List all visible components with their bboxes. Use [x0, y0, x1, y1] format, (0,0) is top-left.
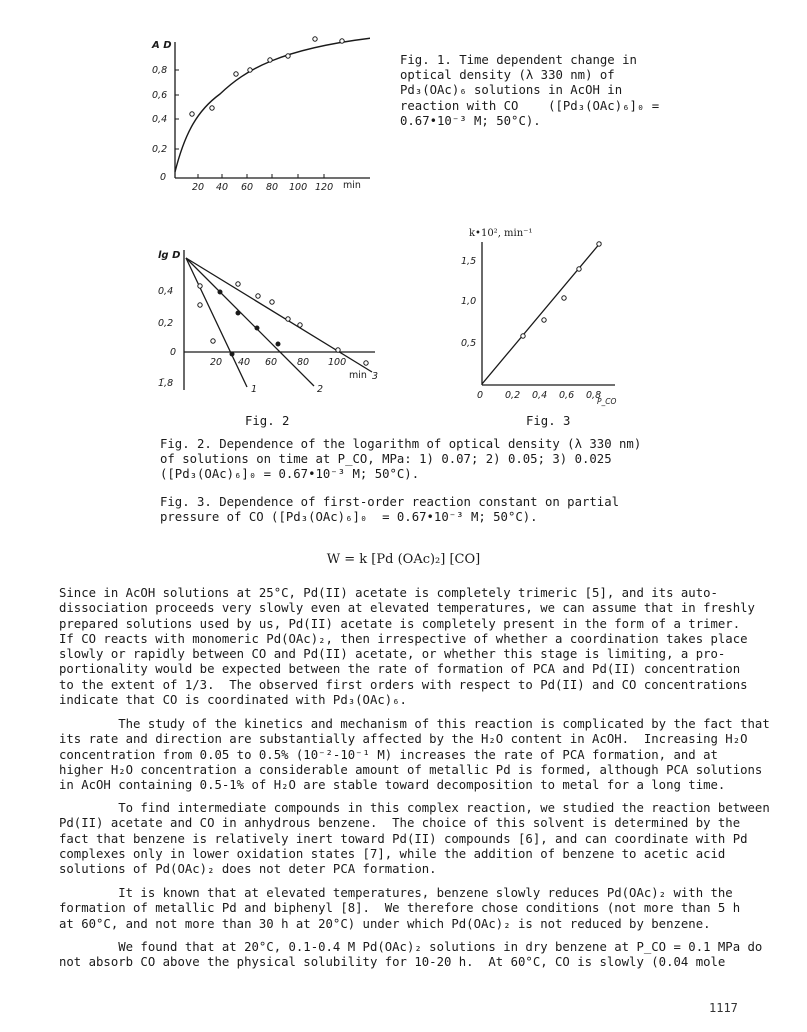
fig2-ytick-label: 0	[170, 347, 177, 358]
fig2-points	[198, 282, 368, 365]
body-paragraph: To find intermediate compounds in this complex reaction, we studied the reaction between Pd(II) acetate and CO in anhydrous benzene. The choice of this solvent is determined by the fact that benzene is relatively inert toward Pd(II) compounds [6], and can coordinate with Pd complexes only in lower oxidation states [7], while the addition of benzene to acetic acid solutions of Pd(OAc)₂ does not deter PCA formation.	[59, 801, 770, 877]
fig3-ytick-label: 0,5	[461, 338, 477, 349]
fig1-ytick-label: 0,2	[152, 144, 168, 155]
body-paragraph: The study of the kinetics and mechanism of this reaction is complicated by the fact that its rate and direction are substantially affected by the H₂O content in AcOH. Increasing H₂O concentration from 0.05 to 0.5% (10⁻²-10⁻¹ M) increases the rate of PCA formation, and at higher H₂O concentration a considerable amount of metallic Pd is formed, although PCA solutions in AcOH containing 0.5-1% of H₂O are stable toward decomposition to metal for a long time.	[59, 717, 770, 793]
fig3-x-unit: P_CO	[597, 397, 617, 406]
fig1-ytick-label: 0	[160, 172, 167, 183]
page-number: 1117	[709, 1001, 738, 1015]
rate-equation: W = k [Pd (OAc)₂] [CO]	[326, 552, 481, 567]
fig1-ytick-label: 0,8	[152, 65, 168, 76]
fig2-line-label: 2	[317, 384, 324, 395]
fig2-y-axis-label: lg D	[158, 250, 181, 261]
fig1-y-axis-label: A D	[152, 40, 172, 51]
fig2-xtick-label: 100	[328, 357, 347, 368]
fig2-xtick-label: 60	[265, 357, 278, 368]
fig3-xtick-label: 0,2	[505, 390, 521, 401]
fig3-xtick-label: 0,8	[586, 390, 602, 401]
fig2-xtick-label: 20	[210, 357, 223, 368]
figure-3-chart	[455, 222, 620, 407]
fig2-ytick-label: 1̄,8	[158, 378, 174, 389]
fig1-xtick-label: 40	[216, 182, 229, 192]
fig1-data-points	[190, 37, 344, 116]
body-paragraph: It is known that at elevated temperatures, benzene slowly reduces Pd(OAc)₂ with the formation of metallic Pd and biphenyl [8]. We therefore chose conditions (not more than 5 h at 60°C, and not more than 30 h at 20°C) under which Pd(OAc)₂ is not reduced by benzene.	[59, 886, 741, 931]
fig2-xtick-label: 80	[297, 357, 310, 368]
fig1-xtick-label: 80	[266, 182, 279, 192]
fig3-caption: Fig. 3. Dependence of first-order reaction constant on partial pressure of CO ([Pd₃(OAc)₆]₀ = 0.67•10⁻³ M; 50°C).	[160, 495, 620, 525]
fig2-label: Fig. 2	[245, 414, 290, 428]
fig1-ytick-label: 0,4	[152, 114, 168, 125]
fig1-xtick-label: 20	[192, 182, 205, 192]
fig1-ytick-label: 0,6	[152, 90, 168, 101]
fig2-line-label: 1	[251, 384, 258, 395]
fig2-x-unit: min	[349, 370, 367, 381]
fig2-caption: Fig. 2. Dependence of the logarithm of optical density (λ 330 nm) of solutions on time at P_CO, MPa: 1) 0.07; 2) 0.05; 3) 0.025 ([Pd₃(OAc)₆]₀ = 0.67•10⁻³ M; 50°C).	[160, 437, 642, 482]
fig3-regression-line	[482, 242, 601, 384]
fig1-xtick-label: 100	[289, 182, 308, 192]
fig3-ytick-label: 1,0	[461, 296, 477, 307]
fig2-ytick-label: 0,4	[158, 286, 174, 297]
fig3-y-axis-label: k•10², min⁻¹	[469, 228, 533, 239]
body-paragraph: Since in AcOH solutions at 25°C, Pd(II) acetate is completely trimeric [5], and its auto- dissociation proceeds very slowly even at elevated temperatures, we can assume that in freshly prepared solutions used by us, Pd(II) acetate is completely present in the form of a trimer. If CO reacts with monomeric Pd(OAc)₂, then irrespective of whether a coordination takes place slowly or rapidly between CO and Pd(II) acetate, or whether this stage is limiting, a pro- portionality would be expected between the rate of formation of PCA and Pd(II) concentration to the extent of 1/3. The observed first orders with respect to Pd(II) and CO concentrations indicate that CO is coordinated with Pd₃(OAc)₆.	[59, 586, 755, 708]
fig3-ytick-label: 1,5	[461, 256, 477, 267]
fig3-xtick-label: 0,4	[532, 390, 548, 401]
fig3-xtick-label: 0	[477, 390, 484, 401]
fig1-xtick-label: 120	[315, 182, 334, 192]
figure-2-chart	[150, 240, 390, 400]
fig2-line-label: 3	[372, 371, 379, 382]
fig1-curve	[175, 38, 370, 172]
fig2-xtick-label: 40	[238, 357, 251, 368]
figure-1-chart	[140, 32, 370, 192]
fig3-xtick-label: 0,6	[559, 390, 575, 401]
fig1-caption: Fig. 1. Time dependent change in optical density (λ 330 nm) of Pd₃(OAc)₆ solutions in AcOH in reaction with CO ([Pd₃(OAc)₆]₀ = 0.67•10⁻³ M; 50°C).	[400, 53, 660, 128]
fig1-xtick-label: 60	[241, 182, 254, 192]
fig3-label: Fig. 3	[526, 414, 571, 428]
body-paragraph: We found that at 20°C, 0.1-0.4 M Pd(OAc)₂ solutions in dry benzene at P_CO = 0.1 MPa do not absorb CO above the physical solubility for 10-20 h. At 60°C, CO is slowly (0.04 mole	[59, 940, 763, 970]
fig1-x-unit: min	[343, 180, 361, 191]
fig2-ytick-label: 0,2	[158, 318, 174, 329]
